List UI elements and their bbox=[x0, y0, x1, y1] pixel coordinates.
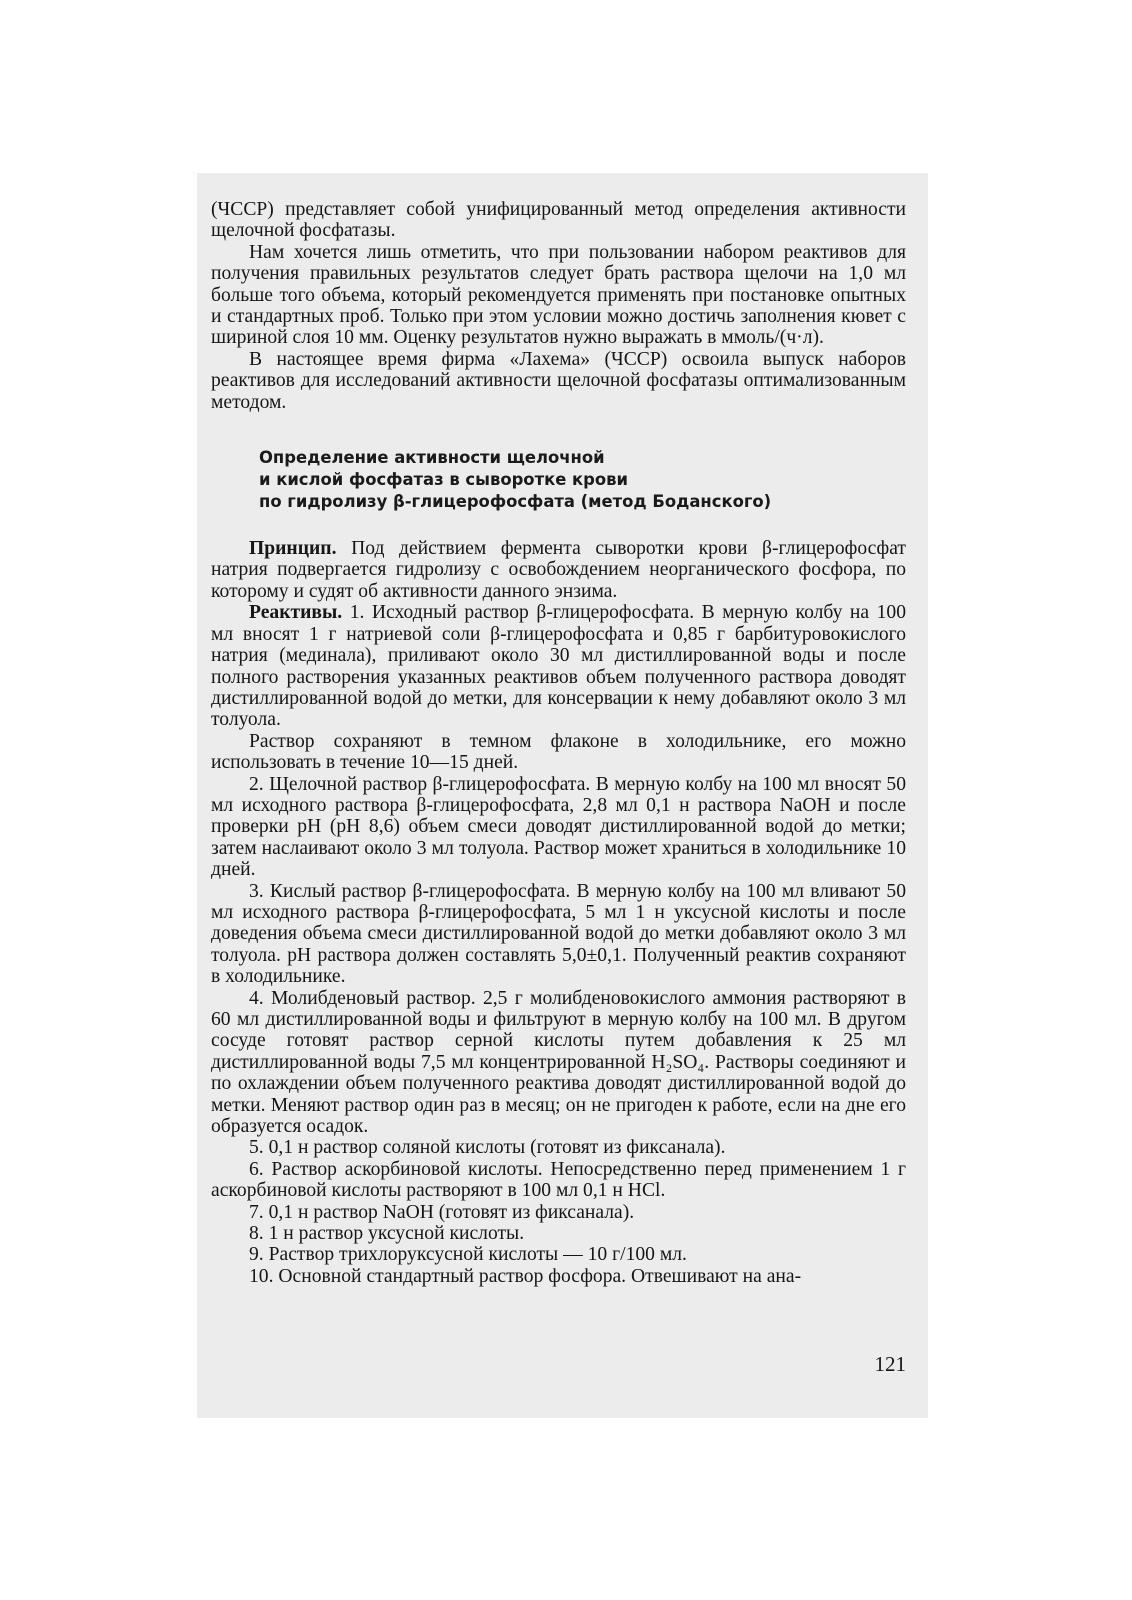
section-heading-line-1: Определение активности щелочной bbox=[259, 448, 605, 468]
principle-paragraph bbox=[211, 538, 906, 602]
page-number: 121 bbox=[874, 1352, 906, 1376]
intro-paragraph-1: (ЧССР) представляет собой унифицированный метод определения активности щелочной фосфатазы. bbox=[211, 199, 906, 242]
intro-paragraph-3: В настоящее время фирма «Лахема» (ЧССР) освоила выпуск наборов реактивов для исследований активности щелочной фосфатазы оптимализованным методом. bbox=[211, 348, 906, 413]
reagent-item-6: 6. Раствор аскорбиновой кислоты. Непосредственно перед применением 1 г аскорбиновой кислоты растворяют в 100 мл 0,1 н HCl. bbox=[211, 1158, 906, 1202]
reagents-label: Реактивы. bbox=[249, 602, 343, 624]
section-heading bbox=[259, 447, 906, 513]
section-heading-line-3: по гидролизу β-глицерофосфата (метод Боданского) bbox=[259, 492, 772, 512]
reagent-item-4: 4. Молибденовый раствор. 2,5 г молибденовокислого аммония растворяют в 60 мл дистиллированной воды и фильтруют в мерную колбу на 100 мл. В другом сосуде готовят раствор серной кислоты путем добавления к 25 мл дистиллированной воды 7,5 мл концентрированной H₂SO₄. Растворы соединяют и по охлаждении объем полученного реактива доводят дистиллированной водой до метки. Меняют раствор один раз в месяц; он не пригоден к работе, если на дне его образуется осадок. bbox=[211, 987, 906, 1138]
reagent-item-10: 10. Основной стандартный раствор фосфора. Отвешивают на ана- bbox=[249, 1265, 802, 1287]
intro-paragraph-2: Нам хочется лишь отметить, что при пользовании набором реактивов для получения правильных результатов следует брать раствора щелочи на 1,0 мл больше того объема, который рекомендуется применять при постановке опытных и стандартных проб. Только при этом условии можно достичь заполнения кювет с шириной слоя 10 мм. Оценку результатов нужно выражать в ммоль/(ч·л). bbox=[211, 241, 906, 349]
storage-paragraph: Раствор сохраняют в темном флаконе в холодильнике, его можно использовать в течение 10—15 дней. bbox=[211, 730, 906, 774]
reagent-item-5: 5. 0,1 н раствор соляной кислоты (готовят из фиксанала). bbox=[249, 1137, 726, 1159]
reagents-text: 1. Исходный раствор β-глицерофосфата. В мерную колбу на 100 мл вносят 1 г натриевой соли β-глицерофосфата и 0,85 г барбитуровокислого натрия (мединала), приливают около 30 мл дистиллированной воды и после полного растворения указанных реактивов объем полученного раствора доводят дистиллированной водой до метки, для консервации к нему добавляют около 3 мл толуола. bbox=[211, 602, 906, 731]
reagent-item-9: 9. Раствор трихлоруксусной кислоты — 10 г/100 мл. bbox=[249, 1244, 687, 1266]
reagent-item-2: 2. Щелочной раствор β-глицерофосфата. В мерную колбу на 100 мл вносят 50 мл исходного раствора β-глицерофосфата, 2,8 мл 0,1 н раствора NaOH и после проверки pH (pH 8,6) объем смеси доводят дистиллированной водой до метки; затем наслаивают около 3 мл толуола. Раствор может храниться в холодильнике 10 дней. bbox=[211, 773, 906, 881]
reagent-item-7: 7. 0,1 н раствор NaOH (готовят из фиксанала). bbox=[249, 1201, 635, 1223]
principle-label: Принцип. bbox=[249, 538, 337, 560]
reagents-paragraph bbox=[211, 602, 906, 730]
principle-text: Под действием фермента сыворотки крови β-глицерофосфат натрия подвергается гидролизу с освобождением неорганического фосфора, по которому и судят об активности данного энзима. bbox=[211, 538, 906, 602]
reagent-item-8: 8. 1 н раствор уксусной кислоты. bbox=[249, 1223, 525, 1245]
reagent-item-3: 3. Кислый раствор β-глицерофосфата. В мерную колбу на 100 мл вливают 50 мл исходного раствора β-глицерофосфата, 5 мл 1 н уксусной кислоты и после доведения объема смеси дистиллированной водой до метки добавляют около 3 мл толуола. pH раствора должен составлять 5,0±0,1. Полученный реактив сохраняют в холодильнике. bbox=[211, 880, 906, 988]
page-text bbox=[211, 199, 906, 1287]
section-heading-line-2: и кислой фосфатаз в сыворотке крови bbox=[259, 470, 628, 490]
book-page bbox=[197, 173, 928, 1418]
